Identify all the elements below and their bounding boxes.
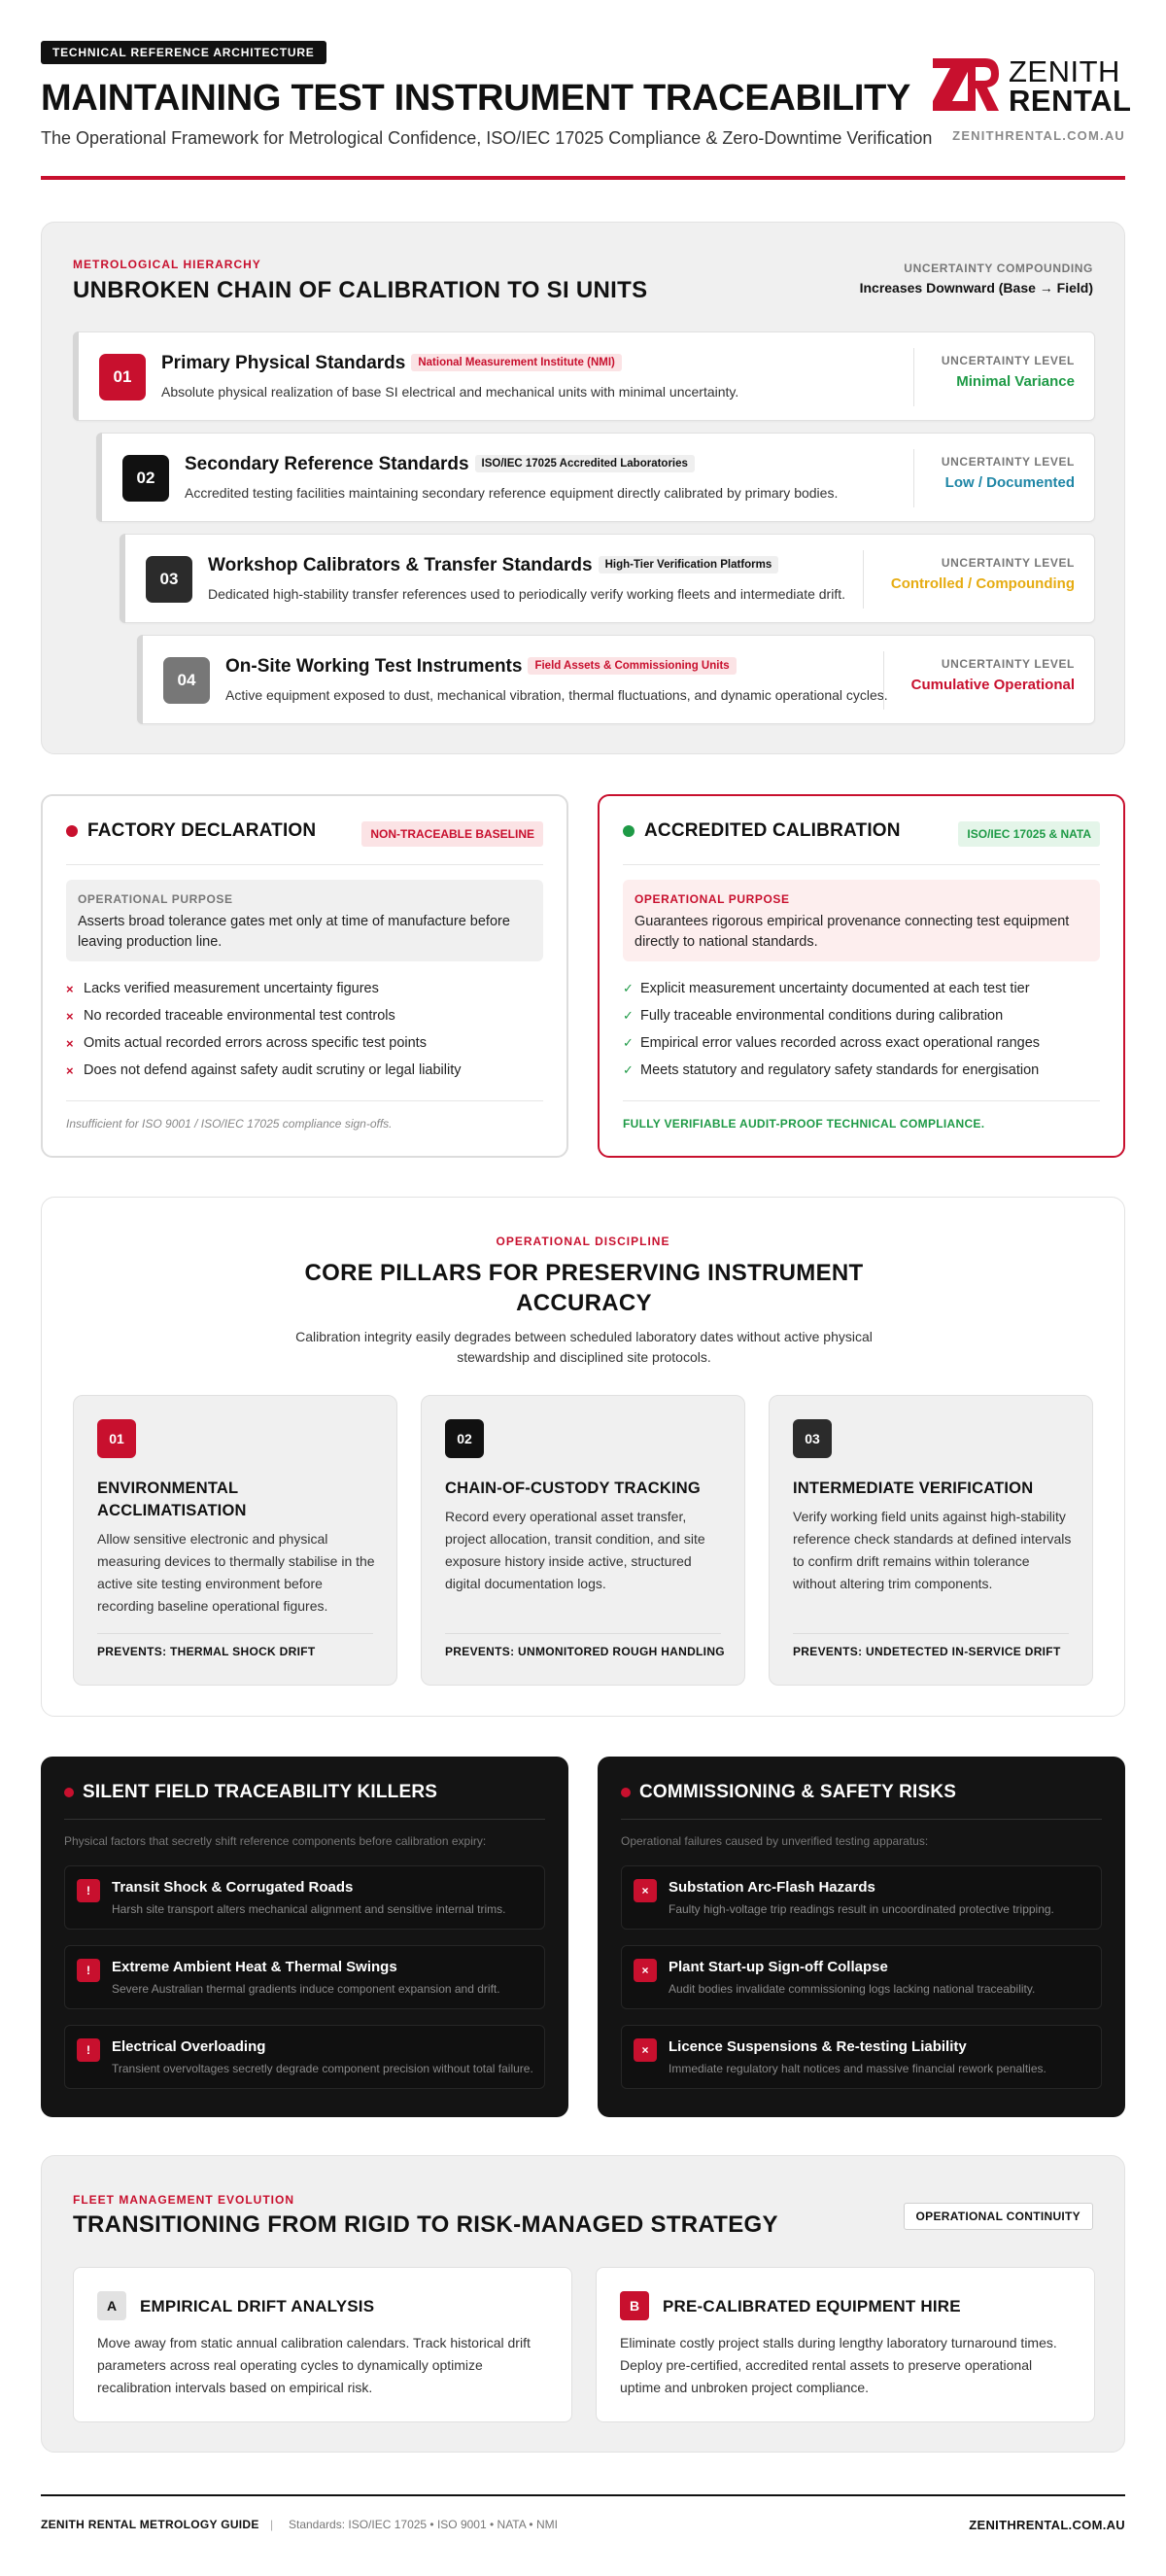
tier-card <box>120 534 1095 623</box>
tier-number: 03 <box>146 556 192 603</box>
page-title: MAINTAINING TEST INSTRUMENT TRACEABILITY <box>41 78 911 119</box>
tier-pill: National Measurement Institute (NMI) <box>411 354 622 371</box>
logo-url[interactable]: ZENITHRENTAL.COM.AU <box>952 128 1125 143</box>
strategy-card <box>73 2267 572 2422</box>
header-divider <box>41 176 1125 180</box>
hierarchy-title: UNBROKEN CHAIN OF CALIBRATION TO SI UNITS <box>73 277 648 303</box>
killer-title: Extreme Ambient Heat & Thermal Swings <box>112 1959 397 1975</box>
pillar-card <box>421 1395 745 1686</box>
uncertainty-compounding-label: UNCERTAINTY COMPOUNDING <box>904 261 1093 275</box>
tier-uncertainty-value: Low / Documented <box>944 474 1075 491</box>
factory-declaration-card <box>41 794 568 1158</box>
list-item-text: Fully traceable environmental conditions during calibration <box>640 1008 1004 1024</box>
pillar-card <box>769 1395 1093 1686</box>
tier-card <box>96 433 1095 522</box>
page-subtitle: The Operational Framework for Metrological Confidence, ISO/IEC 17025 Compliance & Zero-Downtime Verification <box>41 128 933 148</box>
risk-description: Immediate regulatory halt notices and massive financial rework penalties. <box>669 2062 1046 2075</box>
divider <box>97 1633 373 1634</box>
footer-url-link[interactable]: ZENITHRENTAL.COM.AU <box>969 2518 1125 2532</box>
list-item-text: Does not defend against safety audit scrutiny or legal liability <box>84 1062 462 1078</box>
tier-title <box>225 656 737 678</box>
tier-title <box>185 454 695 475</box>
risk-item <box>621 2025 1102 2089</box>
tier-description: Active equipment exposed to dust, mechanical vibration, thermal fluctuations, and dynamic operational cycles. <box>225 687 888 703</box>
pillar-prevents: PREVENTS: THERMAL SHOCK DRIFT <box>97 1645 316 1658</box>
pillar-number: 03 <box>793 1419 832 1458</box>
warning-icon: ! <box>77 1879 100 1902</box>
list-item <box>623 975 1100 1002</box>
commissioning-risks-heading <box>621 1782 956 1803</box>
bullet-dot-icon <box>621 1788 631 1797</box>
factory-declaration-list <box>66 975 543 1084</box>
pillar-title: ENVIRONMENTAL ACCLIMATISATION <box>97 1479 247 1519</box>
tier-pill: High-Tier Verification Platforms <box>599 556 779 574</box>
tier-number: 04 <box>163 657 210 704</box>
tier-card <box>137 635 1095 724</box>
commissioning-risks-title: COMMISSIONING & SAFETY RISKS <box>639 1782 957 1802</box>
factory-declaration-title: FACTORY DECLARATION <box>87 820 317 841</box>
list-item <box>66 1057 543 1084</box>
operational-purpose-box <box>623 880 1100 961</box>
tier-description: Absolute physical realization of base SI electrical and mechanical units with minimal uncertainty. <box>161 384 739 400</box>
traceability-killers-title: SILENT FIELD TRACEABILITY KILLERS <box>83 1782 438 1802</box>
uncertainty-compounding-value: Increases Downward (Base → Field) <box>859 280 1093 296</box>
divider <box>445 1633 721 1634</box>
tier-uncertainty-label: UNCERTAINTY LEVEL <box>941 556 1075 570</box>
factory-declaration-footer: Insufficient for ISO 9001 / ISO/IEC 17025 compliance sign-offs. <box>66 1117 393 1131</box>
tier-number: 01 <box>99 354 146 400</box>
check-icon: ✓ <box>623 981 634 995</box>
tier-uncertainty-label: UNCERTAINTY LEVEL <box>941 354 1075 367</box>
risk-item <box>621 1945 1102 2009</box>
cross-icon: × <box>66 1062 74 1078</box>
tier-number: 02 <box>122 455 169 502</box>
divider <box>623 1100 1100 1101</box>
check-icon: ✓ <box>623 1062 634 1077</box>
tier-uncertainty <box>913 449 1094 507</box>
tier-uncertainty <box>913 348 1094 406</box>
accredited-calibration-title: ACCREDITED CALIBRATION <box>644 820 901 841</box>
tier-title <box>161 353 622 374</box>
operational-purpose-text: Asserts broad tolerance gates met only at time of manufacture before leaving production line. <box>78 914 510 950</box>
tier-uncertainty <box>883 651 1094 710</box>
tier-uncertainty-value: Cumulative Operational <box>910 677 1075 693</box>
list-item <box>623 1029 1100 1057</box>
hierarchy-section <box>41 222 1125 754</box>
list-item-text: Lacks verified measurement uncertainty figures <box>84 981 379 996</box>
commissioning-risks-panel <box>598 1757 1125 2117</box>
check-icon: ✓ <box>623 1035 634 1050</box>
divider <box>66 1100 543 1101</box>
risk-description: Faulty high-voltage trip readings result in uncoordinated protective tripping. <box>669 1902 1054 1916</box>
list-item-text: Omits actual recorded errors across specific test points <box>84 1035 427 1051</box>
divider <box>66 864 543 865</box>
strategy-card-title: EMPIRICAL DRIFT ANALYSIS <box>140 2297 375 2315</box>
cross-icon: × <box>634 1879 657 1902</box>
operational-continuity-badge: OPERATIONAL CONTINUITY <box>904 2203 1094 2230</box>
header <box>41 41 1132 179</box>
divider <box>623 864 1100 865</box>
cross-icon: × <box>66 981 74 996</box>
risk-title: Licence Suspensions & Re-testing Liability <box>669 2038 967 2055</box>
pillar-number: 02 <box>445 1419 484 1458</box>
operational-purpose-box <box>66 880 543 961</box>
tier-uncertainty-label: UNCERTAINTY LEVEL <box>941 455 1075 469</box>
pillar-prevents: PREVENTS: UNMONITORED ROUGH HANDLING <box>445 1645 725 1658</box>
logo-word-2: RENTAL <box>1009 84 1132 118</box>
pillars-section <box>41 1197 1125 1717</box>
pillars-title: CORE PILLARS FOR PRESERVING INSTRUMENT ACCURACY <box>304 1260 864 1316</box>
strategy-title: TRANSITIONING FROM RIGID TO RISK-MANAGED STRATEGY <box>73 2211 778 2238</box>
tier-card <box>73 331 1095 421</box>
footer-separator: | <box>270 2518 274 2531</box>
strategy-card-title: PRE-CALIBRATED EQUIPMENT HIRE <box>663 2297 961 2315</box>
pillar-number: 01 <box>97 1419 136 1458</box>
tier-title <box>208 555 778 576</box>
killer-description: Transient overvoltages secretly degrade component precision without total failure. <box>112 2062 533 2075</box>
cross-icon: × <box>634 1959 657 1982</box>
list-item-text: Meets statutory and regulatory safety standards for energisation <box>640 1062 1040 1078</box>
killer-item <box>64 2025 545 2089</box>
killer-title: Electrical Overloading <box>112 2038 266 2055</box>
pillars-eyebrow: OPERATIONAL DISCIPLINE <box>496 1235 670 1248</box>
non-traceable-badge: NON-TRACEABLE BASELINE <box>361 821 543 847</box>
commissioning-risks-intro: Operational failures caused by unverified testing apparatus: <box>621 1834 929 1848</box>
factory-declaration-heading <box>66 820 316 842</box>
divider <box>64 1819 545 1820</box>
list-item <box>623 1057 1100 1084</box>
status-dot-icon <box>66 825 78 837</box>
divider <box>621 1819 1102 1820</box>
tier-uncertainty <box>863 550 1094 609</box>
pillars-subtitle: Calibration integrity easily degrades between scheduled laboratory dates without active physical stewardship and disciplined site protocols. <box>295 1329 873 1365</box>
tier-title-text: Primary Physical Standards <box>161 353 406 373</box>
hierarchy-eyebrow: METROLOGICAL HIERARCHY <box>73 258 261 271</box>
risk-item <box>621 1865 1102 1930</box>
strategy-card <box>596 2267 1095 2422</box>
list-item-text: Empirical error values recorded across exact operational ranges <box>640 1035 1041 1051</box>
pillar-description: Allow sensitive electronic and physical measuring devices to thermally stabilise in the active site testing environment before recording baseline operational figures. <box>97 1531 375 1614</box>
divider <box>793 1633 1069 1634</box>
strategy-letter: A <box>97 2291 126 2320</box>
warning-icon: ! <box>77 2038 100 2062</box>
strategy-section <box>41 2155 1125 2453</box>
tier-uncertainty-value: Minimal Variance <box>956 373 1075 390</box>
list-item <box>66 975 543 1002</box>
tier-pill: ISO/IEC 17025 Accredited Laboratories <box>475 455 695 472</box>
tier-description: Dedicated high-stability transfer references used to periodically verify working fleets and intermediate drift. <box>208 586 845 602</box>
bullet-dot-icon <box>64 1788 74 1797</box>
tier-title-text: Workshop Calibrators & Transfer Standards <box>208 555 593 575</box>
strategy-card-description: Move away from static annual calibration calendars. Track historical drift parameters across real operating cycles to dynamically optimize recalibration intervals based on empirical risk. <box>97 2335 531 2395</box>
pillar-title: INTERMEDIATE VERIFICATION <box>793 1479 1034 1497</box>
brand-logo[interactable] <box>931 54 1132 148</box>
list-item <box>66 1002 543 1029</box>
traceability-killers-heading <box>64 1782 437 1803</box>
cross-icon: × <box>66 1035 74 1051</box>
accredited-calibration-card <box>598 794 1125 1158</box>
tier-pill: Field Assets & Commissioning Units <box>528 657 736 675</box>
operational-purpose-text: Guarantees rigorous empirical provenance connecting test equipment directly to national standards. <box>634 914 1070 950</box>
header-tag: TECHNICAL REFERENCE ARCHITECTURE <box>41 41 326 64</box>
strategy-letter: B <box>620 2291 649 2320</box>
cross-icon: × <box>634 2038 657 2062</box>
logo-word-1: ZENITH <box>1009 54 1120 88</box>
risk-title: Substation Arc-Flash Hazards <box>669 1879 875 1896</box>
traceability-killers-panel <box>41 1757 568 2117</box>
list-item <box>66 1029 543 1057</box>
pillar-prevents: PREVENTS: UNDETECTED IN-SERVICE DRIFT <box>793 1645 1061 1658</box>
operational-purpose-label: OPERATIONAL PURPOSE <box>78 892 233 906</box>
pillar-description: Verify working field units against high-stability reference check standards at defined intervals to confirm drift remains within tolerance without altering trim components. <box>793 1509 1072 1591</box>
pillar-card <box>73 1395 397 1686</box>
strategy-card-description: Eliminate costly project stalls during lengthy laboratory turnaround times. Deploy pre-certified, accredited rental assets to preserve operational uptime and unbroken project compliance. <box>620 2335 1057 2395</box>
zr-monogram-icon <box>931 56 1001 113</box>
list-item <box>623 1002 1100 1029</box>
footer-guide-name: ZENITH RENTAL METROLOGY GUIDE <box>41 2518 259 2531</box>
tier-title-text: Secondary Reference Standards <box>185 454 469 474</box>
accredited-calibration-heading <box>623 820 901 842</box>
pillar-description: Record every operational asset transfer, project allocation, transit condition, and site exposure history inside active, structured digital documentation logs. <box>445 1509 705 1591</box>
traceability-killers-intro: Physical factors that secretly shift reference components before calibration expiry: <box>64 1834 487 1848</box>
accredited-calibration-footer: FULLY VERIFIABLE AUDIT-PROOF TECHNICAL COMPLIANCE. <box>623 1117 985 1131</box>
operational-purpose-label: OPERATIONAL PURPOSE <box>634 892 790 906</box>
tier-uncertainty-label: UNCERTAINTY LEVEL <box>941 657 1075 671</box>
killer-title: Transit Shock & Corrugated Roads <box>112 1879 354 1896</box>
list-item-text: Explicit measurement uncertainty documented at each test tier <box>640 981 1030 996</box>
tier-uncertainty-value: Controlled / Compounding <box>890 575 1075 592</box>
strategy-eyebrow: FLEET MANAGEMENT EVOLUTION <box>73 2193 294 2207</box>
killer-item <box>64 1945 545 2009</box>
iso-nata-badge: ISO/IEC 17025 & NATA <box>958 821 1100 847</box>
accredited-calibration-list <box>623 975 1100 1084</box>
risk-description: Audit bodies invalidate commissioning logs lacking national traceability. <box>669 1982 1036 1996</box>
risk-title: Plant Start-up Sign-off Collapse <box>669 1959 888 1975</box>
list-item-text: No recorded traceable environmental test controls <box>84 1008 395 1024</box>
tier-description: Accredited testing facilities maintaining secondary reference equipment directly calibrated by primary bodies. <box>185 485 839 501</box>
killer-item <box>64 1865 545 1930</box>
footer-divider <box>41 2494 1125 2496</box>
cross-icon: × <box>66 1008 74 1024</box>
killer-description: Severe Australian thermal gradients induce component expansion and drift. <box>112 1982 500 1996</box>
warning-icon: ! <box>77 1959 100 1982</box>
footer-standards: Standards: ISO/IEC 17025 • ISO 9001 • NATA • NMI <box>289 2518 558 2531</box>
killer-description: Harsh site transport alters mechanical alignment and sensitive internal trims. <box>112 1902 506 1916</box>
check-icon: ✓ <box>623 1008 634 1023</box>
pillar-title: CHAIN-OF-CUSTODY TRACKING <box>445 1479 701 1497</box>
tier-title-text: On-Site Working Test Instruments <box>225 656 523 677</box>
status-dot-icon <box>623 825 634 837</box>
